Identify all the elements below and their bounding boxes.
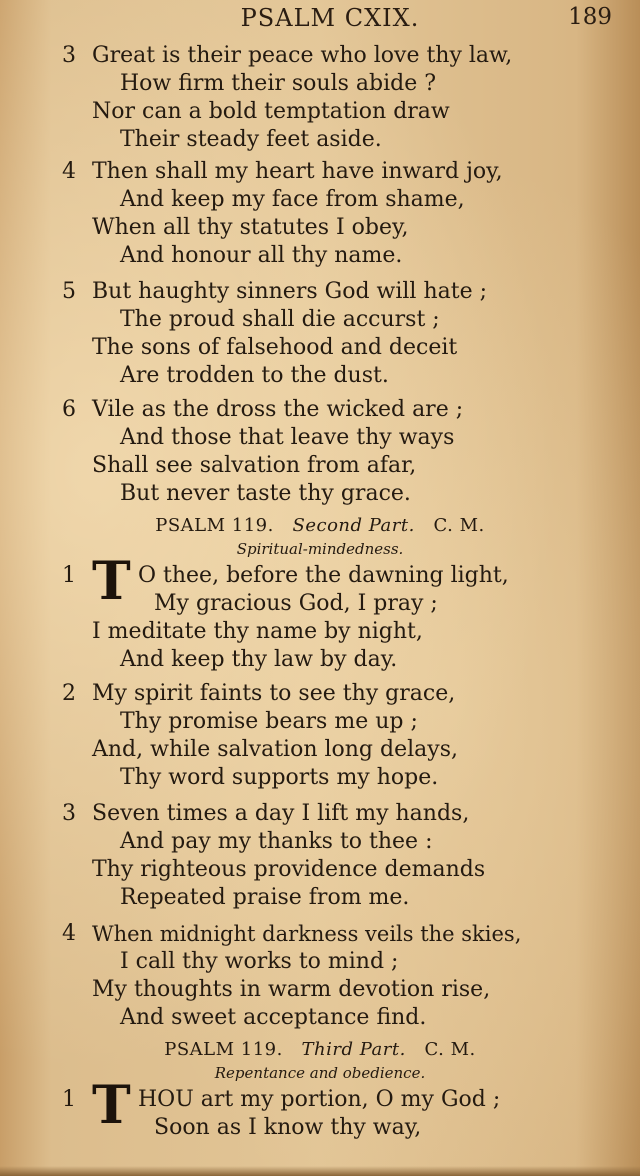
verse-number: 4 <box>62 159 76 184</box>
section-part: Third Part. <box>301 1039 406 1060</box>
section-meter: C. M. <box>424 1039 476 1060</box>
verse-line: And pay my thanks to thee : <box>120 829 433 854</box>
verse-line: And sweet acceptance find. <box>120 1005 427 1030</box>
verse-line: Great is their peace who love thy law, <box>92 43 513 68</box>
verse-line: O thee, before the dawning light, <box>138 563 509 588</box>
verse-line: Are trodden to the dust. <box>120 363 389 388</box>
section-subtitle: Spiritual-mindedness. <box>236 540 404 558</box>
verse-number: 1 <box>62 1087 76 1112</box>
section-heading <box>0 1038 640 1062</box>
section-subtitle: Repentance and obedience. <box>214 1064 426 1082</box>
section-heading <box>0 514 640 538</box>
verse-line: And those that leave thy ways <box>120 425 455 450</box>
verse-line: But never taste thy grace. <box>120 481 411 506</box>
verse-line: Thy righteous providence demands <box>92 857 486 882</box>
verse-number: 5 <box>62 279 76 304</box>
verse-line: My thoughts in warm devotion rise, <box>92 977 491 1002</box>
verse-line: And keep thy law by day. <box>120 647 398 672</box>
verse-line: But haughty sinners God will hate ; <box>92 279 488 304</box>
running-head-title: PSALM CXIX. <box>240 4 420 32</box>
verse-line: And, while salvation long delays, <box>92 737 458 762</box>
verse-line: Nor can a bold temptation draw <box>92 99 450 124</box>
verse-line: Thy word supports my hope. <box>120 765 439 790</box>
verse-line: The sons of falsehood and deceit <box>92 335 458 360</box>
verse-line: Then shall my heart have inward joy, <box>92 159 503 184</box>
verse-number: 1 <box>62 563 76 588</box>
verse-line: Shall see salvation from afar, <box>92 453 417 478</box>
verse-line: Their steady feet aside. <box>120 127 382 152</box>
verse-line: Vile as the dross the wicked are ; <box>92 397 464 422</box>
verse-number: 3 <box>62 43 76 68</box>
verse-number: 2 <box>62 681 76 706</box>
verse-number: 6 <box>62 397 76 422</box>
drop-cap: T <box>92 1075 131 1136</box>
verse-line: Repeated praise from me. <box>120 885 410 910</box>
verse-number: 4 <box>62 921 76 946</box>
section-psalm: PSALM 119. <box>164 1039 283 1060</box>
verse-line: Seven times a day I lift my hands, <box>92 801 470 826</box>
verse-line: Soon as I know thy way, <box>154 1115 422 1140</box>
page-edge-shadow <box>0 1166 640 1176</box>
verse-line: How firm their souls abide ? <box>120 71 437 96</box>
section-psalm: PSALM 119. <box>155 515 274 536</box>
verse-line: My spirit faints to see thy grace, <box>92 681 456 706</box>
section-part: Second Part. <box>292 515 415 536</box>
verse-line: When midnight darkness veils the skies, <box>92 922 522 946</box>
verse-line: And honour all thy name. <box>120 243 403 268</box>
verse-line: HOU art my portion, O my God ; <box>138 1087 501 1112</box>
verse-number: 3 <box>62 801 76 826</box>
verse-line: The proud shall die accurst ; <box>120 307 440 332</box>
verse-line: I call thy works to mind ; <box>120 949 399 974</box>
verse-line: And keep my face from shame, <box>120 187 465 212</box>
verse-line: I meditate thy name by night, <box>92 619 423 644</box>
section-meter: C. M. <box>433 515 485 536</box>
verse-line: Thy promise bears me up ; <box>120 709 418 734</box>
drop-cap: T <box>92 551 131 612</box>
verse-line: My gracious God, I pray ; <box>154 591 438 616</box>
verse-line: When all thy statutes I obey, <box>92 215 409 240</box>
page-number: 189 <box>568 4 612 30</box>
